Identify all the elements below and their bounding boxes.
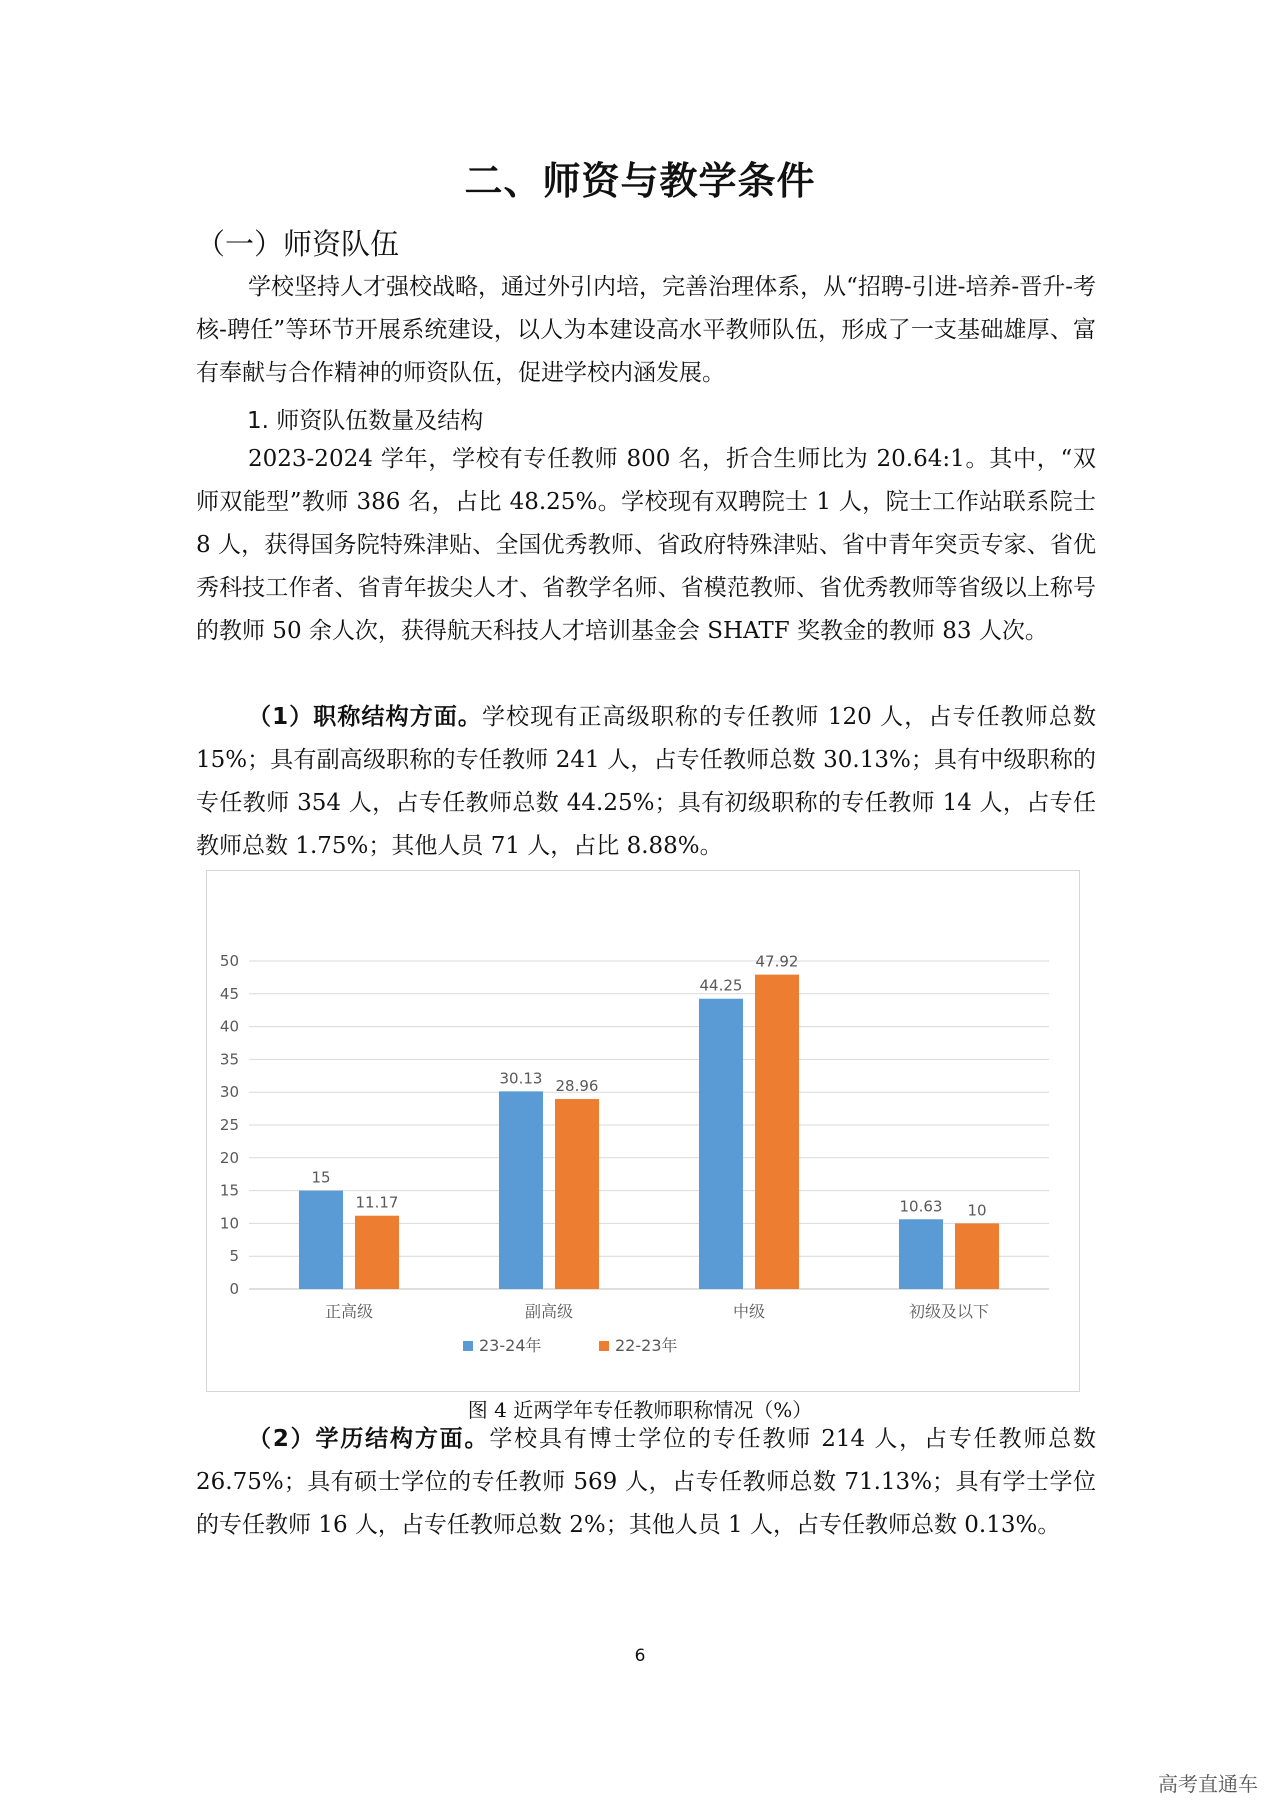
bar [355, 1216, 399, 1289]
y-tick-label: 10 [219, 1214, 239, 1233]
legend-swatch [599, 1341, 609, 1351]
legend-label: 23-24年 [479, 1336, 542, 1355]
title-structure-text: 学校现有正高级职称的专任教师 120 人，占专任教师总数 15%；具有副高级职称的专任教师 241 人，占专任教师总数 30.13%；具有中级职称的专任教师 354 人，占专任教师总数 44.25%；具有初级职称的专任教师 14 人，占专任教师总数 1.75%；其他人员 71 人，占比 8.88%。 [196, 704, 1096, 859]
bar [899, 1219, 943, 1289]
title-structure-paragraph [196, 696, 1096, 868]
watermark: 高考直通车 [1158, 1772, 1258, 1796]
bar [555, 1099, 599, 1289]
data-label: 10 [967, 1201, 987, 1220]
bar [699, 999, 743, 1289]
bar [299, 1191, 343, 1289]
data-label: 15 [311, 1168, 331, 1187]
legend-label: 22-23年 [615, 1336, 678, 1355]
data-label: 28.96 [555, 1077, 599, 1096]
y-tick-label: 15 [219, 1181, 239, 1200]
chart-container [206, 870, 1080, 1392]
x-tick-label: 副高级 [524, 1302, 574, 1321]
data-label: 30.13 [499, 1069, 543, 1088]
y-tick-label: 5 [229, 1247, 239, 1266]
y-tick-label: 0 [229, 1280, 239, 1298]
degree-structure-lead: （2）学历结构方面。 [248, 1426, 490, 1452]
title-distribution-chart [207, 871, 1079, 1391]
data-label: 44.25 [699, 976, 743, 995]
x-tick-label: 中级 [732, 1302, 766, 1321]
data-label: 47.92 [755, 952, 799, 971]
figure-caption: 图 4 近两学年专任教师职称情况（%） [467, 1398, 813, 1422]
subsection-heading: 1. 师资队伍数量及结构 [247, 408, 484, 434]
y-tick-label: 30 [219, 1083, 239, 1102]
y-tick-label: 35 [219, 1050, 239, 1069]
page-number: 6 [634, 1646, 646, 1666]
teacher-numbers-paragraph: 2023-2024 学年，学校有专任教师 800 名，折合生师比为 20.64:1。其中，“双师双能型”教师 386 名，占比 48.25%。学校现有双聘院士 1 人，院士工作站联系院士 8 人，获得国务院特殊津贴、全国优秀教师、省政府特殊津贴、省中青年突贡专家、省优秀科技工作者、省青年拔尖人才、省教学名师、省模范教师、省优秀教师等省级以上称号的教师 50 余人次，获得航天科技人才培训基金会 SHATF 奖教金的教师 83 人次。 [196, 446, 1096, 644]
x-tick-label: 初级及以下 [908, 1302, 990, 1321]
y-tick-label: 25 [219, 1116, 239, 1134]
y-tick-label: 45 [219, 984, 239, 1003]
bar [499, 1091, 543, 1289]
y-tick-label: 20 [219, 1148, 239, 1167]
bar [955, 1223, 999, 1289]
degree-structure-paragraph [196, 1418, 1096, 1547]
x-tick-label: 正高级 [324, 1302, 374, 1321]
title-structure-lead: （1）职称结构方面。 [248, 704, 483, 730]
y-tick-label: 50 [219, 952, 239, 970]
degree-structure-text: 学校具有博士学位的专任教师 214 人，占专任教师总数 26.75%；具有硕士学位的专任教师 569 人，占专任教师总数 71.13%；具有学士学位的专任教师 16 人，占专任教师总数 2%；其他人员 1 人，占专任教师总数 0.13%。 [196, 1426, 1096, 1538]
data-label: 11.17 [355, 1193, 399, 1212]
section-heading: （一）师资队伍 [196, 227, 400, 261]
intro-paragraph: 学校坚持人才强校战略，通过外引内培，完善治理体系，从“招聘-引进-培养-晋升-考核-聘任”等环节开展系统建设，以人为本建设高水平教师队伍，形成了一支基础雄厚、富有奉献与合作精神的师资队伍，促进学校内涵发展。 [196, 274, 1096, 386]
bar [755, 975, 799, 1289]
legend-swatch [463, 1341, 473, 1351]
y-tick-label: 40 [219, 1017, 239, 1036]
page-title: 二、师资与教学条件 [464, 159, 816, 203]
data-label: 10.63 [899, 1197, 943, 1216]
